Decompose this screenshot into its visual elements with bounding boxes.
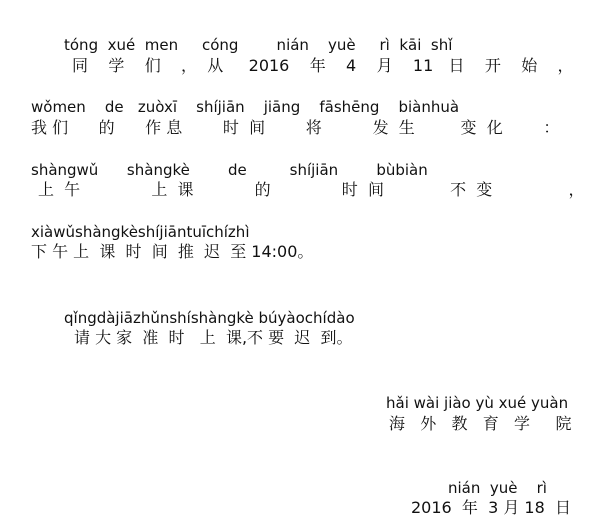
date-line: 2016 年 3 月 18 日 (411, 498, 571, 517)
date-pinyin: nián yuè rì (448, 479, 547, 497)
notice-text-line: shàngwǔ shàngkè de shíjiān bùbiàn (31, 161, 428, 179)
notice-text-line: 请 大 家 准 时 上 课,不 要 迟 到。 (74, 328, 353, 347)
notice-text-line: wǒmen de zuòxī shíjiān jiāng fāshēng biànhuà (31, 98, 460, 116)
notice-text-line: 同 学 们 ， 从 2016 年 4 月 11 日 开 始 ， (72, 56, 574, 75)
notice-text-line: qǐngdàjiāzhǔnshíshàngkè búyàochídào (64, 309, 355, 327)
notice-text-line: 下 午 上 课 时 间 推 迟 至 14:00。 (31, 242, 314, 261)
signature-pinyin: hǎi wài jiào yù xué yuàn (386, 394, 569, 412)
notice-text-line: tóng xué men cóng nián yuè rì kāi shǐ (64, 36, 453, 54)
notice-text-line: 我 们 的 作 息 时 间 将 发 生 变 化 ： (31, 118, 560, 137)
signature-name: 海 外 教 育 学 院 (389, 414, 572, 433)
notice-text-line: xiàwǔshàngkèshíjiāntuīchízhì (31, 223, 250, 241)
notice-text-line: 上 午 上 课 的 时 间 不 变 ， (38, 180, 585, 199)
